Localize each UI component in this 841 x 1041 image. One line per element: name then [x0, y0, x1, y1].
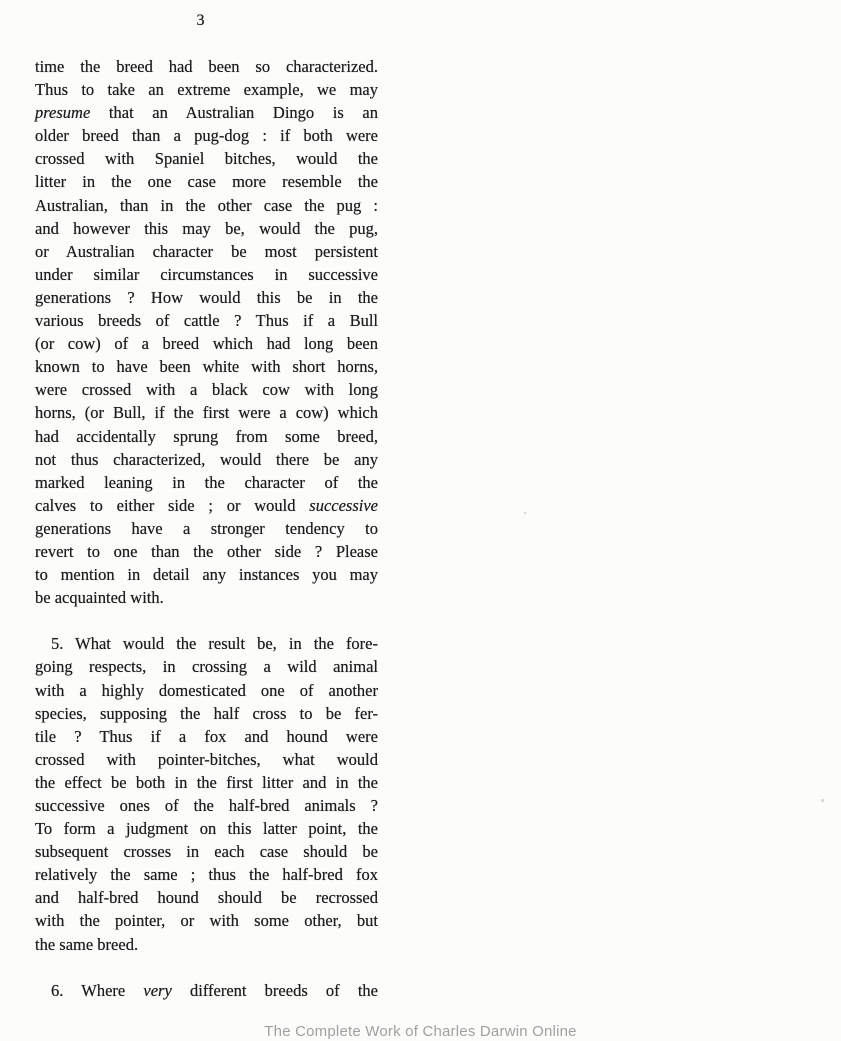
text-line — [35, 78, 378, 101]
italic-text: presume — [35, 103, 91, 123]
text-line — [35, 725, 378, 748]
text-line — [35, 563, 378, 586]
text-line — [35, 794, 378, 817]
italic-text: very — [143, 980, 172, 1000]
body-text: had accidentally sprung from some breed, — [35, 426, 378, 446]
body-text: generations ? How would this be in the — [35, 287, 378, 307]
text-line — [35, 147, 378, 170]
body-text: to mention in detail any instances you may — [35, 565, 378, 585]
text-line — [35, 679, 378, 702]
text-line — [35, 332, 378, 355]
text-line — [35, 101, 378, 124]
body-text: 5. What would the result be, in the fore- — [51, 634, 378, 654]
body-text: successive ones of the half-bred animals ? — [35, 796, 378, 815]
text-line — [35, 540, 378, 563]
text-line — [35, 401, 378, 424]
text-line — [35, 771, 378, 794]
text-line — [35, 217, 378, 240]
text-block — [35, 55, 378, 1002]
page-number: 3 — [196, 12, 205, 29]
text-line — [35, 933, 378, 956]
body-text: tile ? Thus if a fox and hound were — [35, 726, 378, 746]
body-text: crossed with pointer-bitches, what would — [35, 749, 378, 769]
body-text: Thus to take an extreme example, we may — [35, 80, 378, 100]
text-line — [35, 748, 378, 771]
text-line — [35, 263, 378, 286]
text-line — [35, 840, 378, 863]
body-text: not thus characterized, would there be any — [35, 449, 378, 469]
body-text: marked leaning in the character of the — [35, 472, 378, 492]
scan-speck — [821, 799, 824, 802]
body-text: revert to one than the other side ? Please — [35, 541, 378, 561]
text-line — [35, 240, 378, 263]
body-text: calves to either side ; or would — [35, 495, 310, 515]
body-text: and half-bred hound should be recrossed — [35, 888, 378, 908]
italic-text: successive — [309, 495, 378, 515]
body-text: horns, (or Bull, if the first were a cow) which — [35, 403, 378, 423]
scan-speck — [524, 512, 526, 514]
text-line — [35, 632, 378, 655]
body-text: generations have a stronger tendency to — [35, 518, 378, 538]
text-line — [35, 909, 378, 932]
paragraph — [35, 979, 378, 1002]
body-text: Australian, than in the other case the pug : — [35, 195, 378, 215]
text-line — [35, 286, 378, 309]
text-line — [35, 494, 378, 517]
body-text: under similar circumstances in successive — [35, 264, 378, 284]
text-line — [35, 702, 378, 725]
paragraph — [35, 55, 378, 609]
text-line — [35, 124, 378, 147]
text-line — [35, 194, 378, 217]
text-line — [35, 517, 378, 540]
body-text: crossed with Spaniel bitches, would the — [35, 149, 378, 169]
body-text: or Australian character be most persistent — [35, 241, 378, 261]
body-text: subsequent crosses in each case should be — [35, 842, 378, 862]
body-text: different breeds of the — [171, 980, 378, 1000]
body-text: 6. Where — [51, 980, 144, 1000]
body-text: that an Australian Dingo is an — [90, 103, 378, 123]
body-text: older breed than a pug-dog : if both were — [35, 126, 378, 146]
text-line — [35, 863, 378, 886]
body-text: with a highly domesticated one of another — [35, 680, 378, 700]
body-text: species, supposing the half cross to be fer- — [35, 703, 378, 723]
body-text: known to have been white with short horns, — [35, 357, 378, 377]
body-text: the same breed. — [35, 934, 139, 954]
text-line — [35, 655, 378, 678]
body-text: various breeds of cattle ? Thus if a Bull — [35, 311, 378, 331]
body-text: with the pointer, or with some other, but — [35, 911, 378, 931]
text-line — [35, 817, 378, 840]
text-line — [35, 309, 378, 332]
text-line — [35, 471, 378, 494]
body-text: To form a judgment on this latter point, the — [35, 819, 378, 839]
body-text: (or cow) of a breed which had long been — [35, 334, 378, 354]
body-text: litter in the one case more resemble the — [35, 172, 378, 192]
body-text: going respects, in crossing a wild animal — [35, 657, 378, 677]
text-line — [35, 586, 378, 609]
footer-branding: The Complete Work of Charles Darwin Online — [264, 1023, 577, 1040]
text-line — [35, 378, 378, 401]
body-text: be acquainted with. — [35, 588, 164, 608]
paragraph — [35, 632, 378, 955]
text-line — [35, 425, 378, 448]
text-line — [35, 448, 378, 471]
text-line — [35, 170, 378, 193]
body-text: the effect be both in the first litter and in the — [35, 772, 378, 792]
text-line — [35, 886, 378, 909]
text-line — [35, 355, 378, 378]
body-text: were crossed with a black cow with long — [35, 380, 378, 400]
body-text: time the breed had been so characterized. — [35, 57, 378, 76]
text-line — [35, 979, 378, 1002]
body-text: and however this may be, would the pug, — [35, 218, 378, 238]
body-text: relatively the same ; thus the half-bred fox — [35, 865, 378, 885]
text-line — [35, 55, 378, 78]
